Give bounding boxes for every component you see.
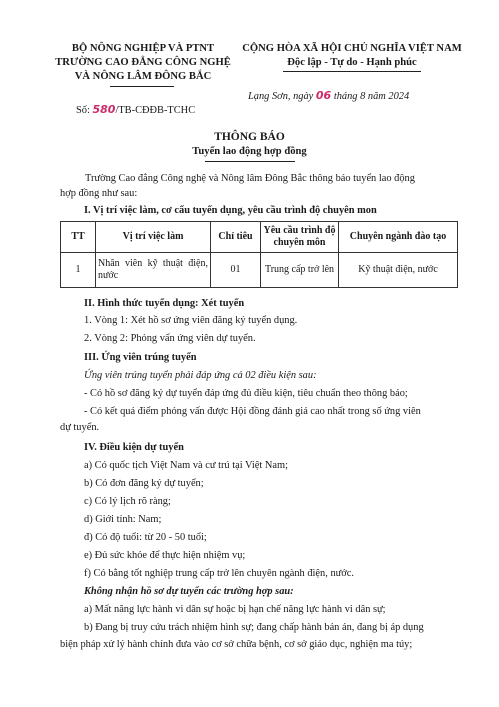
section3-item-1: - Có hồ sơ đăng ký dự tuyển đáp ứng đủ điều kiện, tiêu chuẩn theo thông báo; — [84, 388, 408, 399]
section3-intro: Ứng viên trúng tuyển phải đáp ứng cả 02 điều kiện sau: — [84, 370, 317, 381]
cell-major: Kỹ thuật điện, nước — [339, 253, 458, 288]
notice-subtitle: Tuyển lao động hợp đồng — [192, 146, 307, 157]
section3-heading: III. Ứng viên trúng tuyển — [84, 352, 197, 363]
section3-item-2-line1: - Có kết quả điểm phỏng vấn được Hội đồng đánh giá cao nhất trong số ứng viên — [84, 406, 421, 417]
doc-no-prefix: Số: — [76, 105, 90, 116]
condition-b: b) Có đơn đăng ký dự tuyển; — [84, 478, 204, 489]
document-number — [76, 103, 195, 118]
cell-qualification: Trung cấp trở lên — [261, 253, 339, 288]
col-header-qualification: Yêu cầu trình độ chuyên môn — [261, 222, 339, 253]
intro-line1: Trường Cao đẳng Công nghệ và Nông lâm Đông Bắc thông báo tuyển lao động — [85, 173, 415, 184]
intro-line2: hợp đồng như sau: — [60, 188, 138, 199]
section1-heading: I. Vị trí việc làm, cơ cấu tuyển dụng, yêu cầu trình độ chuyên mon — [84, 205, 377, 216]
notice-title: THÔNG BÁO — [214, 131, 285, 143]
condition-e: e) Đủ sức khỏe để thực hiện nhiệm vụ; — [84, 550, 246, 561]
section2-heading: II. Hình thức tuyển dụng: Xét tuyển — [84, 298, 245, 309]
section4-heading: IV. Điều kiện dự tuyển — [84, 442, 184, 453]
jobs-table — [60, 221, 458, 288]
cell-tt: 1 — [61, 253, 96, 288]
cell-quota: 01 — [211, 253, 261, 288]
exclusion-b-line2: biện pháp xử lý hành chính đưa vào cơ sở chữa bệnh, cơ sở giáo dục, nghiện ma túy; — [60, 639, 413, 650]
doc-no-handwritten: 580 — [92, 103, 116, 116]
cell-position: Nhân viên kỹ thuật điện, nước — [96, 253, 211, 288]
table-header-row — [61, 222, 458, 253]
col-header-quota: Chỉ tiêu — [211, 222, 261, 253]
school-name-line2: VÀ NÔNG LÂM ĐÔNG BẮC — [74, 71, 212, 82]
table-row — [61, 253, 458, 288]
doc-no-suffix: /TB-CĐĐB-TCHC — [115, 105, 196, 116]
condition-f: f) Có bằng tốt nghiệp trung cấp trở lên chuyên ngành điện, nước. — [84, 568, 354, 579]
place-date-prefix: Lạng Sơn, ngày — [248, 91, 314, 102]
place-date — [248, 89, 409, 104]
right-header-underline — [283, 71, 421, 72]
section3-item-2-line2: dự tuyển. — [60, 422, 100, 433]
col-header-major: Chuyên ngành đào tạo — [339, 222, 458, 253]
condition-d: d) Giới tính: Nam; — [84, 514, 162, 525]
exclusion-heading: Không nhận hồ sơ dự tuyển các trường hợp sau: — [84, 586, 294, 597]
subtitle-underline — [205, 161, 295, 162]
motto: Độc lập - Tự do - Hạnh phúc — [287, 57, 417, 68]
col-header-tt: TT — [61, 222, 96, 253]
section2-item-2: 2. Vòng 2: Phỏng vấn ứng viên dự tuyển. — [84, 333, 256, 344]
exclusion-b-line1: b) Đang bị truy cứu trách nhiệm hình sự; đang chấp hành bản án, đang bị áp dụng — [84, 622, 424, 633]
condition-a: a) Có quốc tịch Việt Nam và cư trú tại Việt Nam; — [84, 460, 288, 471]
left-header-underline — [110, 86, 174, 87]
col-header-position: Vị trí việc làm — [96, 222, 211, 253]
country-name: CỘNG HÒA XÃ HỘI CHỦ NGHĨA VIỆT NAM — [242, 43, 462, 54]
ministry-name: BỘ NÔNG NGHIỆP VÀ PTNT — [71, 43, 215, 54]
condition-dd: đ) Có độ tuổi: từ 20 - 50 tuổi; — [84, 532, 207, 543]
school-name-line1: TRƯỜNG CAO ĐẲNG CÔNG NGHỆ — [55, 57, 231, 68]
place-date-suffix: tháng 8 năm 2024 — [333, 91, 410, 102]
exclusion-a: a) Mất năng lực hành vi dân sự hoặc bị hạn chế năng lực hành vi dân sự; — [84, 604, 386, 615]
section2-item-1: 1. Vòng 1: Xét hồ sơ ứng viên đăng ký tuyển dụng. — [84, 315, 298, 326]
condition-c: c) Có lý lịch rõ ràng; — [84, 496, 171, 507]
day-handwritten: 06 — [315, 89, 332, 102]
